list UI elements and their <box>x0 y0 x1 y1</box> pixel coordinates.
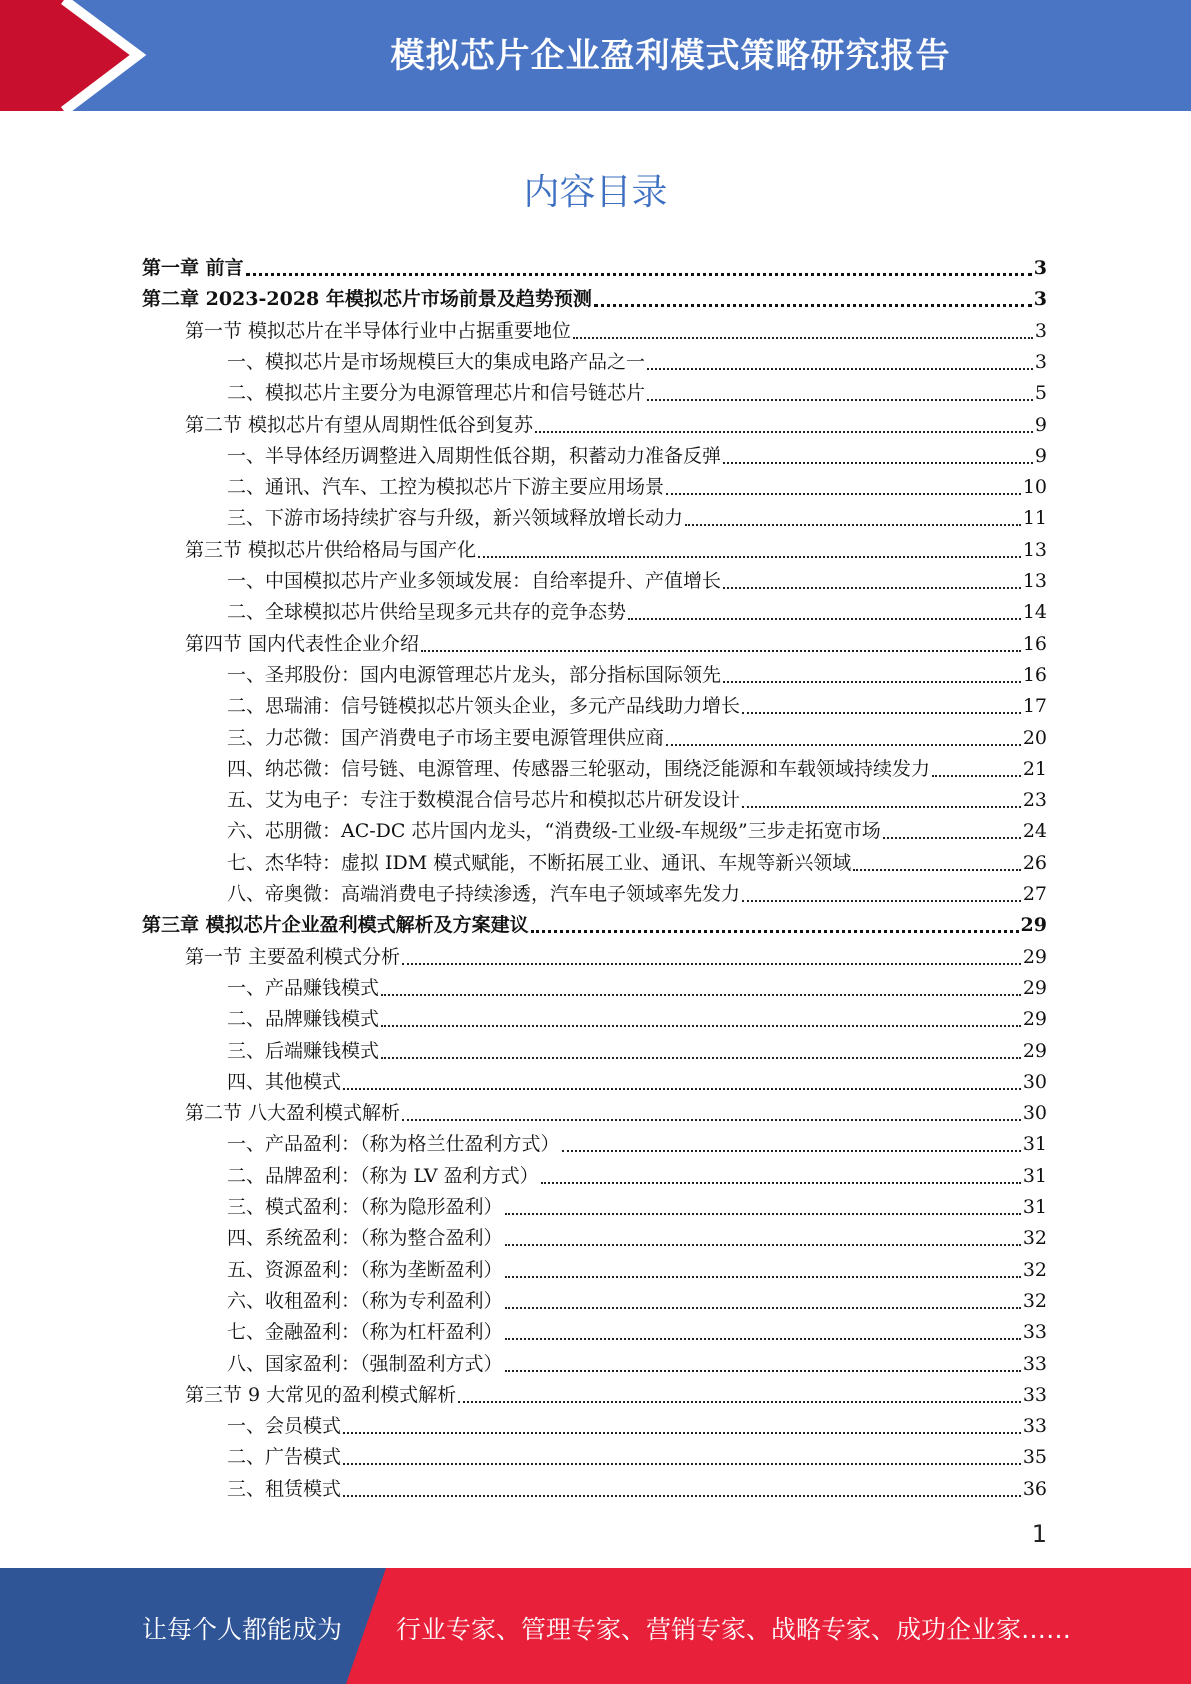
toc-dot-leader <box>343 1088 1021 1090</box>
toc-entry-title: 第四节 国内代表性企业介绍 <box>185 632 420 655</box>
toc-dot-leader <box>343 1495 1021 1497</box>
toc-entry[interactable] <box>185 1099 1047 1127</box>
toc-entry[interactable] <box>227 817 1047 845</box>
toc-entry[interactable] <box>227 473 1047 501</box>
toc-entry-title: 七、杰华特：虚拟 IDM 模式赋能，不断拓展工业、通讯、车规等新兴领域 <box>227 851 852 874</box>
toc-dot-leader <box>723 587 1021 589</box>
toc-dot-leader <box>343 1463 1021 1465</box>
toc-entry-title: 第二节 八大盈利模式解析 <box>185 1102 401 1125</box>
toc-entry[interactable] <box>185 943 1047 971</box>
toc-entry-title: 第一节 模拟芯片在半导体行业中占据重要地位 <box>185 319 572 342</box>
toc-dot-leader <box>421 650 1021 652</box>
toc-entry[interactable] <box>227 379 1047 407</box>
toc-entry-page: 24 <box>1022 820 1047 843</box>
toc-entry[interactable] <box>227 1162 1047 1190</box>
toc-entry-page: 32 <box>1022 1258 1047 1281</box>
toc-dot-leader <box>594 304 1032 307</box>
toc-entry-page: 32 <box>1022 1227 1047 1250</box>
toc-entry[interactable] <box>227 1256 1047 1284</box>
toc-dot-leader <box>402 963 1021 965</box>
toc-dot-leader <box>505 1244 1021 1246</box>
toc-entry[interactable] <box>227 348 1047 376</box>
toc-entry[interactable] <box>227 1068 1047 1096</box>
toc-entry-title: 七、金融盈利：（称为杠杆盈利） <box>227 1321 503 1344</box>
toc-entry-page: 5 <box>1034 382 1047 405</box>
toc-entry[interactable] <box>227 661 1047 689</box>
toc-dot-leader <box>505 1307 1021 1309</box>
toc-entry[interactable] <box>227 880 1047 908</box>
toc-entry-page: 33 <box>1022 1415 1047 1438</box>
toc-entry-page: 35 <box>1022 1446 1047 1469</box>
toc-entry-page: 30 <box>1022 1102 1047 1125</box>
toc-entry[interactable] <box>185 630 1047 658</box>
toc-entry-page: 36 <box>1022 1477 1047 1500</box>
toc-entry[interactable] <box>185 536 1047 564</box>
toc-dot-leader <box>666 744 1021 746</box>
toc-entry[interactable] <box>142 285 1047 313</box>
page-header <box>0 0 1191 111</box>
toc-dot-leader <box>742 900 1021 902</box>
toc-entry[interactable] <box>227 755 1047 783</box>
toc-dot-leader <box>647 399 1033 401</box>
toc-dot-leader <box>932 775 1021 777</box>
toc-entry[interactable] <box>227 1443 1047 1471</box>
toc-entry-page: 10 <box>1022 476 1047 499</box>
toc-entry-title: 六、芯朋微：AC-DC 芯片国内龙头，“消费级-工业级-车规级”三步走拓宽市场 <box>227 820 881 843</box>
toc-entry-title: 一、会员模式 <box>227 1415 342 1438</box>
toc-dot-leader <box>458 1401 1021 1403</box>
toc-entry-page: 33 <box>1022 1321 1047 1344</box>
toc-entry-page: 20 <box>1022 726 1047 749</box>
toc-dot-leader <box>505 1213 1021 1215</box>
toc-entry-title: 二、品牌盈利：（称为 LV 盈利方式） <box>227 1164 539 1187</box>
toc-entry[interactable] <box>227 442 1047 470</box>
toc-entry-page: 21 <box>1022 757 1047 780</box>
toc-entry[interactable] <box>227 1130 1047 1158</box>
toc-entry-title: 一、圣邦股份：国内电源管理芯片龙头，部分指标国际领先 <box>227 663 722 686</box>
toc-dot-leader <box>541 1182 1021 1184</box>
toc-dot-leader <box>535 431 1033 433</box>
toc-entry-title: 一、中国模拟芯片产业多领域发展：自给率提升、产值增长 <box>227 570 722 592</box>
toc-dot-leader <box>381 994 1021 996</box>
toc-entry-title: 二、思瑞浦：信号链模拟芯片领头企业，多元产品线助力增长 <box>227 695 741 718</box>
toc-entry-page: 31 <box>1022 1196 1047 1218</box>
toc-entry[interactable] <box>227 1318 1047 1346</box>
toc-entry-page: 31 <box>1022 1133 1047 1156</box>
toc-entry[interactable] <box>185 411 1047 439</box>
toc-entry-title: 第一节 主要盈利模式分析 <box>185 945 401 968</box>
toc-entry-title: 二、全球模拟芯片供给呈现多元共存的竞争态势 <box>227 601 627 624</box>
toc-entry-page: 14 <box>1022 601 1047 624</box>
toc-entry[interactable] <box>227 1037 1047 1065</box>
toc-entry-page: 13 <box>1022 538 1047 561</box>
toc-entry-page: 33 <box>1022 1383 1047 1406</box>
toc-entry-title: 四、系统盈利：（称为整合盈利） <box>227 1227 503 1250</box>
toc-dot-leader <box>478 556 1021 558</box>
toc-dot-leader <box>666 493 1021 495</box>
toc-dot-leader <box>723 462 1033 464</box>
footer-slogan-right: 行业专家、管理专家、营销专家、战略专家、成功企业家…… <box>396 1615 1072 1644</box>
toc-entry-page: 17 <box>1022 695 1047 718</box>
report-title: 模拟芯片企业盈利模式策略研究报告 <box>390 36 951 76</box>
toc-entry-page: 16 <box>1022 632 1047 655</box>
toc-entry[interactable] <box>227 974 1047 1002</box>
toc-entry-page: 13 <box>1022 570 1047 592</box>
toc-entry-page: 3 <box>1034 350 1047 373</box>
toc-dot-leader <box>343 1432 1021 1434</box>
toc-entry-title: 二、广告模式 <box>227 1446 342 1469</box>
toc-entry-page: 33 <box>1022 1352 1047 1375</box>
toc-entry[interactable] <box>227 849 1047 877</box>
toc-entry[interactable] <box>227 1193 1047 1221</box>
toc-entry[interactable] <box>227 692 1047 720</box>
toc-dot-leader <box>723 681 1021 683</box>
footer-slogan-left: 让每个人都能成为 <box>142 1615 343 1644</box>
toc-entry[interactable] <box>227 786 1047 814</box>
toc-dot-leader <box>742 806 1021 808</box>
toc-entry-title: 第二章 2023-2028 年模拟芯片市场前景及趋势预测 <box>142 288 592 311</box>
toc-entry-title: 三、后端赚钱模式 <box>227 1039 380 1062</box>
toc-entry-title: 一、产品盈利：（称为格兰仕盈利方式） <box>227 1133 560 1156</box>
toc-dot-leader <box>685 524 1021 526</box>
toc-entry-page: 29 <box>1022 1008 1047 1031</box>
toc-entry-title: 一、产品赚钱模式 <box>227 976 380 999</box>
toc-dot-leader <box>742 712 1021 714</box>
toc-entry-page: 9 <box>1034 444 1047 467</box>
toc-dot-leader <box>647 368 1033 370</box>
toc-entry-title: 一、模拟芯片是市场规模巨大的集成电路产品之一 <box>227 350 646 373</box>
toc-entry[interactable] <box>227 1475 1047 1503</box>
toc-dot-leader <box>883 837 1021 839</box>
toc-entry-page: 32 <box>1022 1289 1047 1312</box>
toc-entry[interactable] <box>185 1381 1047 1409</box>
toc-entry-page: 3 <box>1033 257 1047 279</box>
toc-entry-page: 29 <box>1022 1039 1047 1062</box>
toc-entry-title: 第二节 模拟芯片有望从周期性低谷到复苏 <box>185 413 534 436</box>
toc-entry-page: 26 <box>1022 851 1047 874</box>
toc-dot-leader <box>402 1119 1021 1121</box>
toc-entry-title: 三、力芯微：国产消费电子市场主要电源管理供应商 <box>227 726 665 749</box>
toc-entry[interactable] <box>185 317 1047 345</box>
toc-entry-title: 第三章 模拟芯片企业盈利模式解析及方案建议 <box>142 914 529 937</box>
toc-entry-title: 一、半导体经历调整进入周期性低谷期，积蓄动力准备反弹 <box>227 444 722 467</box>
toc-entry-page: 27 <box>1022 883 1047 905</box>
toc-dot-leader <box>628 618 1021 620</box>
toc-dot-leader <box>853 869 1021 871</box>
toc-entry-title: 第三节 9 大常见的盈利模式解析 <box>185 1383 457 1406</box>
toc-entry-title: 三、租赁模式 <box>227 1477 342 1500</box>
page-footer <box>0 1568 1191 1684</box>
toc-entry[interactable] <box>227 598 1047 626</box>
toc-entry[interactable] <box>227 1005 1047 1033</box>
toc-entry-title: 第一章 前言 <box>142 257 244 279</box>
toc-entry-page: 3 <box>1034 319 1047 342</box>
toc-entry-title: 五、资源盈利：（称为垄断盈利） <box>227 1258 503 1281</box>
toc-entry-title: 五、艾为电子：专注于数模混合信号芯片和模拟芯片研发设计 <box>227 789 741 812</box>
toc-entry-title: 四、其他模式 <box>227 1070 342 1093</box>
toc-entry-page: 30 <box>1022 1070 1047 1093</box>
toc-entry[interactable] <box>227 1350 1047 1378</box>
toc-entry[interactable] <box>227 1287 1047 1315</box>
toc-entry-page: 29 <box>1022 976 1047 999</box>
toc-entry[interactable] <box>227 1412 1047 1440</box>
toc-entry-page: 23 <box>1022 789 1047 812</box>
toc-entry-page: 11 <box>1022 507 1047 530</box>
toc-entry-title: 二、通讯、汽车、工控为模拟芯片下游主要应用场景 <box>227 476 665 499</box>
toc-entry-title: 三、模式盈利：（称为隐形盈利） <box>227 1196 503 1218</box>
toc-dot-leader <box>505 1338 1021 1340</box>
toc-entry-page: 16 <box>1022 663 1047 686</box>
toc-entry-page: 29 <box>1020 914 1047 937</box>
toc-entry-title: 二、品牌赚钱模式 <box>227 1008 380 1031</box>
toc-dot-leader <box>562 1150 1021 1152</box>
toc-entry-page: 29 <box>1022 945 1047 968</box>
toc-entry-page: 3 <box>1033 288 1047 311</box>
toc-entry-title: 二、模拟芯片主要分为电源管理芯片和信号链芯片 <box>227 382 646 405</box>
toc-dot-leader <box>505 1370 1021 1372</box>
toc-entry[interactable] <box>142 254 1047 282</box>
toc-entry-title: 八、帝奥微：高端消费电子持续渗透，汽车电子领域率先发力 <box>227 883 741 905</box>
page-number: 1 <box>1031 1520 1047 1548</box>
toc-entry-title: 六、收租盈利：（称为专利盈利） <box>227 1289 503 1312</box>
toc-dot-leader <box>246 273 1032 276</box>
toc-entry[interactable] <box>227 1224 1047 1252</box>
toc-entry-page: 31 <box>1022 1164 1047 1187</box>
toc-entry-title: 四、纳芯微：信号链、电源管理、传感器三轮驱动，围绕泛能源和车载领域持续发力 <box>227 757 931 780</box>
toc-heading: 内容目录 <box>523 172 668 213</box>
toc-entry-title: 第三节 模拟芯片供给格局与国产化 <box>185 538 477 561</box>
toc-entry[interactable] <box>227 567 1047 595</box>
toc-entry-page: 9 <box>1034 413 1047 436</box>
toc-dot-leader <box>381 1025 1021 1027</box>
toc-dot-leader <box>531 930 1019 933</box>
toc-entry[interactable] <box>227 724 1047 752</box>
toc-entry[interactable] <box>227 504 1047 532</box>
toc-dot-leader <box>381 1057 1021 1059</box>
toc-entry[interactable] <box>142 911 1047 939</box>
toc-dot-leader <box>573 337 1033 339</box>
toc-entry-title: 三、下游市场持续扩容与升级，新兴领域释放增长动力 <box>227 507 684 530</box>
toc-entry-title: 八、国家盈利：（强制盈利方式） <box>227 1352 503 1375</box>
toc-dot-leader <box>505 1276 1021 1278</box>
